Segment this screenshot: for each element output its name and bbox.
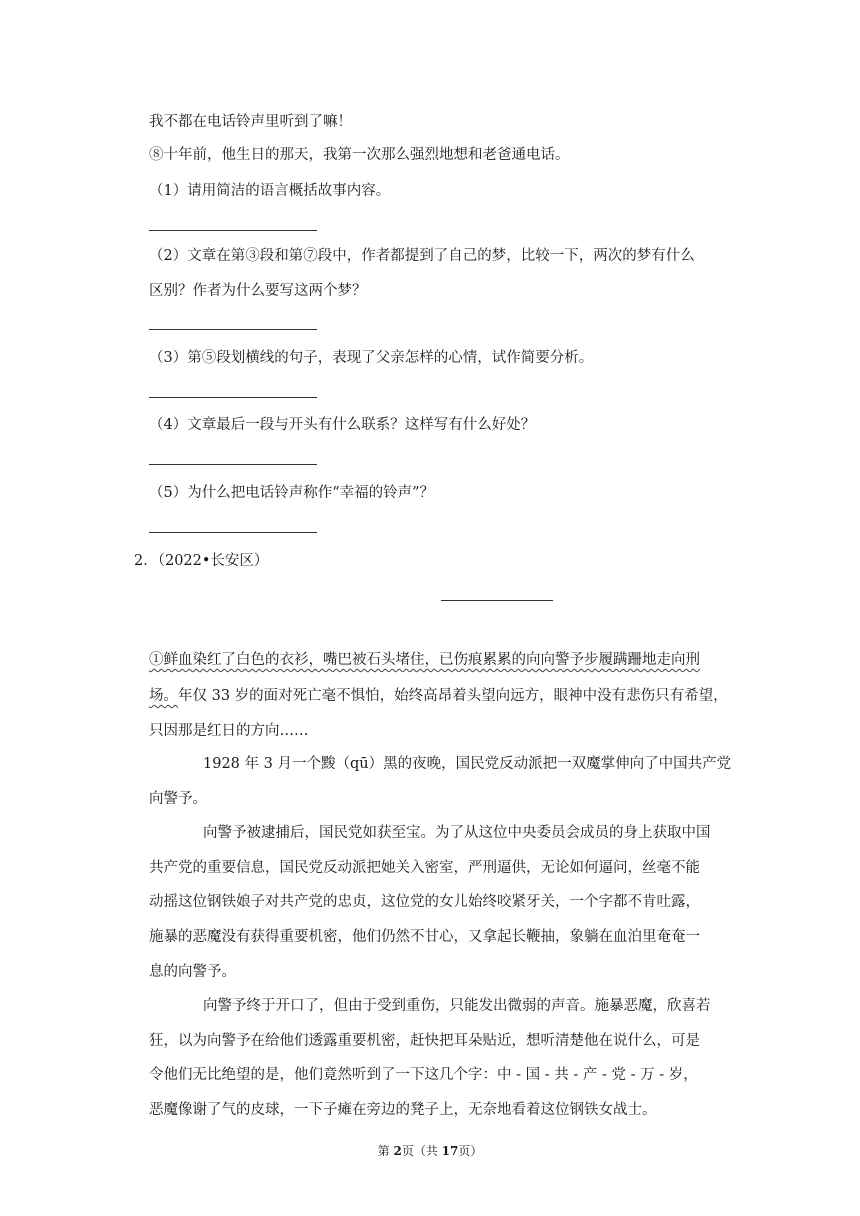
answer-line-3[interactable] bbox=[149, 397, 317, 398]
answer-line-1[interactable] bbox=[149, 230, 317, 231]
paragraph-4-line-2: 狂，以为向警予在给他们透露重要机密，赶快把耳朵贴近，想听清楚他在说什么，可是 bbox=[149, 1033, 700, 1049]
question-2-line-2: 区别？作者为什么要写这两个梦？ bbox=[149, 283, 367, 299]
passage-paragraph-8: ⑧十年前，他生日的那天，我第一次那么强烈地想和老爸通电话。 bbox=[149, 147, 570, 163]
passage-line: 我不都在电话铃声里听到了嘛！ bbox=[149, 114, 352, 130]
paragraph-4-line-4: 恶魔像谢了气的皮球，一下子瘫在旁边的凳子上，无奈地看着这位钢铁女战士。 bbox=[149, 1102, 657, 1118]
footer-prefix: 第 bbox=[377, 1144, 394, 1158]
answer-line-4[interactable] bbox=[149, 464, 317, 465]
problem-2-header: 2．（2022•长安区） bbox=[134, 553, 269, 569]
paragraph-3-line-3: 动摇这位钢铁娘子对共产党的忠贞，这位党的女儿始终咬紧牙关，一个字都不肯吐露， bbox=[149, 894, 700, 910]
question-2-line-1: （2）文章在第③段和第⑦段中，作者都提到了自己的梦，比较一下，两次的梦有什么 bbox=[149, 248, 695, 264]
footer-suffix: 页） bbox=[458, 1144, 483, 1158]
footer-middle: 页（共 bbox=[401, 1144, 442, 1158]
page-footer bbox=[0, 1142, 860, 1159]
answer-line-5[interactable] bbox=[149, 532, 317, 533]
paragraph-1-text: 年仅 33 岁的面对死亡毫不惧怕，始终高昂着头望向远方，眼神中没有悲伤只有希望， bbox=[178, 688, 728, 704]
underlined-sentence: ①鲜血染红了白色的衣衫，嘴巴被石头堵住，已伤痕累累的向向警予步履蹒跚地走向刑 bbox=[149, 652, 700, 668]
paragraph-1-line-2 bbox=[149, 686, 728, 706]
paragraph-3-line-4: 施暴的恶魔没有获得重要机密，他们仍然不甘心，又拿起长鞭抽，象躺在血泊里奄奄一 bbox=[149, 929, 700, 945]
paragraph-4-line-3: 令他们无比绝望的是，他们竟然听到了一下这几个字：中 - 国 - 共 - 产 - 党 - 万 - 岁， bbox=[149, 1067, 698, 1083]
question-3: （3）第⑤段划横线的句子，表现了父亲怎样的心情，试作简要分析。 bbox=[149, 350, 594, 366]
underlined-sentence-end: 场。 bbox=[149, 688, 178, 704]
paragraph-2-line-2: 向警予。 bbox=[149, 791, 207, 807]
question-5: （5）为什么把电话铃声称作“幸福的铃声”？ bbox=[149, 485, 435, 501]
paragraph-4-line-1: 向警予终于开口了，但由于受到重伤，只能发出微弱的声音。施暴恶魔，欣喜若 bbox=[203, 998, 711, 1014]
page-total: 17 bbox=[441, 1144, 459, 1158]
paragraph-3-line-1: 向警予被逮捕后，国民党如获至宝。为了从这位中央委员会成员的身上获取中国 bbox=[203, 825, 711, 841]
question-1: （1）请用简洁的语言概括故事内容。 bbox=[149, 183, 391, 199]
question-4: （4）文章最后一段与开头有什么联系？这样写有什么好处？ bbox=[149, 417, 536, 433]
paragraph-3-line-5: 息的向警予。 bbox=[149, 964, 236, 980]
page-number: 2 bbox=[393, 1144, 402, 1158]
title-blank-line[interactable] bbox=[441, 600, 553, 601]
answer-line-2[interactable] bbox=[149, 329, 317, 330]
paragraph-3-line-2: 共产党的重要信息，国民党反动派把她关入密室，严刑逼供，无论如何逼问，丝毫不能 bbox=[149, 860, 700, 876]
paragraph-1-line-3: 只因那是红日的方向…… bbox=[149, 723, 309, 739]
paragraph-2-line-1: 1928 年 3 月一个黢（qū）黑的夜晚，国民党反动派把一双魔掌伸向了中国共产党 bbox=[203, 756, 732, 772]
paragraph-1-line-1 bbox=[149, 650, 700, 670]
